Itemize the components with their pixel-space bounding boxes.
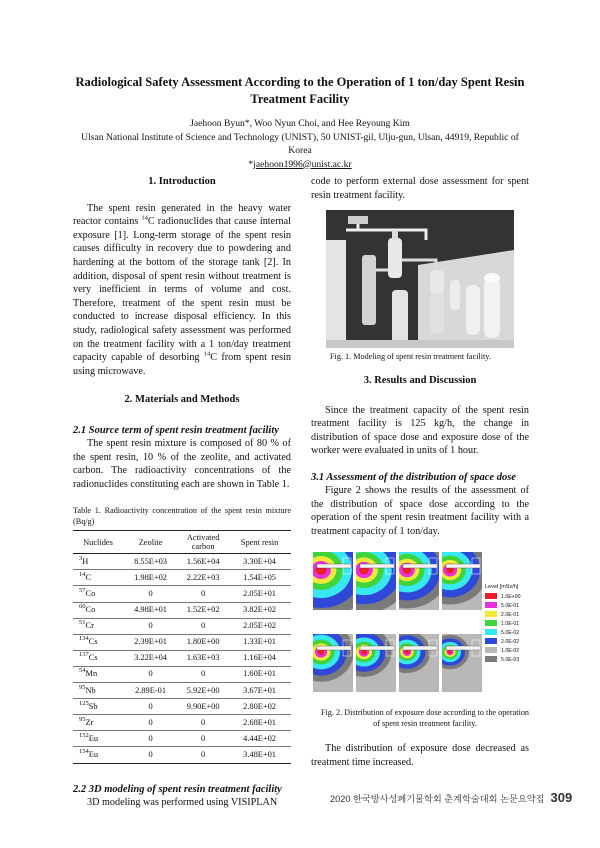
resin-cell: 1.60E+01 xyxy=(228,666,291,682)
table-row xyxy=(73,666,291,682)
legend-title: Level [mSv/h] xyxy=(485,584,519,590)
carbon-cell: 0 xyxy=(178,666,228,682)
nuclide-cell: $^{95}$Nb xyxy=(73,683,123,699)
carbon-cell: 0 xyxy=(178,731,228,747)
legend-label: 2.0E-02 xyxy=(501,639,520,645)
table-row xyxy=(73,683,291,699)
zeolite-cell: 1.98E+02 xyxy=(123,570,178,586)
table-caption: Table 1. Radioactivity concentration of the spent resin mixture (Bq/g) xyxy=(73,506,291,527)
subsection-2-1-text: The spent resin mixture is composed of 80 % of the spent resin, 10 % of the zeolite, and activated carbon. The radioactivity concentrations of the radionuclides constituting each are shown in Table 1. xyxy=(73,437,291,490)
table-header: Zeolite xyxy=(123,531,178,554)
results-heading: 3. Results and Discussion xyxy=(363,375,477,386)
table-row xyxy=(73,554,291,570)
equipment-outline xyxy=(446,646,480,650)
zeolite-cell: 2.89E-01 xyxy=(123,683,178,699)
resin-cell: 1.16E+04 xyxy=(228,650,291,666)
equipment-outline xyxy=(317,646,351,650)
subsection-2-2-text-cont: code to perform external dose assessment for spent resin treatment facility. xyxy=(311,176,529,201)
legend-label: 5.0E-02 xyxy=(501,630,520,636)
subsection-3-1: 3.1 Assessment of the distribution of space dose xyxy=(311,471,516,483)
table-header: Activated carbon xyxy=(178,531,228,554)
legend-swatch xyxy=(485,629,497,635)
resin-cell: 1.54E+05 xyxy=(228,570,291,586)
nuclide-cell: $^{14}$C xyxy=(73,570,123,586)
nuclide-cell: $^{137}$Cs xyxy=(73,650,123,666)
legend-label: 1.0E-01 xyxy=(501,621,520,627)
subsection-2-2-text: 3D modeling was performed using VISIPLAN xyxy=(87,796,278,808)
dose-distribution-maps xyxy=(311,548,529,704)
zeolite-cell: 0 xyxy=(123,731,178,747)
legend-swatch xyxy=(485,611,497,617)
legend-label: 2.0E-01 xyxy=(501,612,520,618)
nuclide-cell: $^{152}$Eu xyxy=(73,731,123,747)
legend-swatch xyxy=(485,593,497,599)
table-row xyxy=(73,747,291,763)
carbon-cell: 1.80E+00 xyxy=(178,634,228,650)
methods-heading: 2. Materials and Methods xyxy=(124,394,240,406)
intro-heading: 1. Introduction xyxy=(148,176,216,187)
table-header: Spent resin xyxy=(228,531,291,554)
dose-map-panel xyxy=(311,622,354,692)
zeolite-cell: 0 xyxy=(123,666,178,682)
nuclide-cell: $^{51}$Cr xyxy=(73,618,123,634)
nuclide-cell: $^{57}$Co xyxy=(73,586,123,602)
page-footer xyxy=(330,790,572,805)
table-header: Nuclides xyxy=(73,531,123,554)
table-row xyxy=(73,586,291,602)
legend-swatch xyxy=(485,647,497,653)
nuclide-cell: $^{134}$Cs xyxy=(73,634,123,650)
resin-cell: 2.05E+01 xyxy=(228,586,291,602)
legend-label: 5.0E-03 xyxy=(501,657,520,663)
dose-contour xyxy=(405,650,410,654)
subsection-3-1-text: Figure 2 shows the results of the assessment of the distribution of space dose according to the operation of the spent resin treatment facility with a treatment capacity of 1 ton/day. xyxy=(311,484,529,537)
closing-text: The distribution of exposure dose decreased as treatment time increased. xyxy=(311,743,529,768)
carbon-cell: 0 xyxy=(178,586,228,602)
equipment-outline xyxy=(360,564,394,568)
carbon-cell: 1.63E+03 xyxy=(178,650,228,666)
zeolite-cell: 0 xyxy=(123,618,178,634)
subsection-2-2: 2.2 3D modeling of spent resin treatment facility xyxy=(73,783,282,795)
table-row xyxy=(73,715,291,731)
subsection-2-1: 2.1 Source term of spent resin treatment facility xyxy=(73,424,279,436)
fig2-caption: Fig. 2. Distribution of exposure dose according to the operation of spent resin treatment facility. xyxy=(320,708,530,728)
legend-label: 1.0E-02 xyxy=(501,648,520,654)
equipment-outline xyxy=(446,564,480,568)
carbon-cell: 0 xyxy=(178,715,228,731)
equipment-outline xyxy=(403,564,437,568)
resin-cell: 3.67E+01 xyxy=(228,683,291,699)
resin-cell: 2.80E+02 xyxy=(228,699,291,715)
nuclide-cell: $^{95}$Zr xyxy=(73,715,123,731)
carbon-cell: 1.52E+02 xyxy=(178,602,228,618)
zeolite-cell: 3.22E+04 xyxy=(123,650,178,666)
zeolite-cell: 0 xyxy=(123,699,178,715)
carbon-cell: 1.56E+04 xyxy=(178,554,228,570)
legend-swatch xyxy=(485,638,497,644)
authors: Jaehoon Byun*, Woo Nyun Choi, and Hee Reyoung Kim xyxy=(190,118,410,129)
legend-swatch xyxy=(485,602,497,608)
zeolite-cell: 2.39E+01 xyxy=(123,634,178,650)
zeolite-cell: 0 xyxy=(123,586,178,602)
facility-model-image xyxy=(326,210,514,348)
resin-cell: 3.30E+04 xyxy=(228,554,291,570)
zeolite-cell: 4.98E+01 xyxy=(123,602,178,618)
results-text: Since the treatment capacity of the spent resin treatment facility is 125 kg/h, the change in distribution of space dose and exposure dose of the worker were evaluated in units of 1 hour. xyxy=(311,404,529,457)
author-block: Jaehoon Byun*, Woo Nyun Choi, and Hee Reyoung Kim Ulsan National Institute of Science and Technology (UNIST), 50 UNIST-gil, Ulju-gun, Ulsan, 44919, Republic of Korea *jaehoon1996@unist.ac.kr xyxy=(40,117,560,171)
carbon-cell: 0 xyxy=(178,618,228,634)
carbon-cell: 0 xyxy=(178,747,228,763)
equipment-outline xyxy=(360,646,394,650)
email-link[interactable]: jaehoon1996@unist.ac.kr xyxy=(253,158,352,170)
intro-text: The spent resin generated in the heavy water reactor contains $^{14}$C radionuclides that cause internal exposure [1]. Long-term storage of the spent resin causes difficulty in recovery due to powdering and hardening at the bottom of the storage tank [2]. In addition, disposal of spent resin without treatment is very inefficient in terms of volume and cost. Therefore, treatment of the spent resin must be conducted to increase disposal efficiency. In this study, radiological safety assessment was performed on the treatment facility with a 1 ton/day treatment capacity capable of desorbing $^{14}$C from spent resin using microwave. xyxy=(73,202,291,377)
nuclide-cell: $^{154}$Eu xyxy=(73,747,123,763)
facility-model-figure xyxy=(326,210,514,348)
nuclide-cell: $^{125}$Sb xyxy=(73,699,123,715)
resin-cell: 3.48E+01 xyxy=(228,747,291,763)
resin-cell: 1.33E+01 xyxy=(228,634,291,650)
legend-swatch xyxy=(485,656,497,662)
zeolite-cell: 8.55E+03 xyxy=(123,554,178,570)
zeolite-cell: 0 xyxy=(123,715,178,731)
resin-cell: 2.68E+01 xyxy=(228,715,291,731)
resin-cell: 2.05E+02 xyxy=(228,618,291,634)
table-row xyxy=(73,570,291,586)
legend-swatch xyxy=(485,620,497,626)
nuclide-cell: $^{60}$Co xyxy=(73,602,123,618)
resin-cell: 4.44E+02 xyxy=(228,731,291,747)
radioactivity-table xyxy=(73,530,291,763)
page-number: 309 xyxy=(550,790,573,805)
carbon-cell: 2.22E+03 xyxy=(178,570,228,586)
table-row xyxy=(73,731,291,747)
resin-cell: 3.82E+02 xyxy=(228,602,291,618)
table-row xyxy=(73,699,291,715)
dose-distribution-figure xyxy=(311,548,529,704)
paper-title: Radiological Safety Assessment According to the Operation of 1 ton/day Spent Resin Treatment Facility xyxy=(75,75,525,106)
equipment-outline xyxy=(317,564,351,568)
table-row xyxy=(73,650,291,666)
legend-label: 1.0E+00 xyxy=(501,594,521,600)
table-row xyxy=(73,602,291,618)
zeolite-cell: 0 xyxy=(123,747,178,763)
carbon-cell: 9.90E+00 xyxy=(178,699,228,715)
nuclide-cell: $^{54}$Mn xyxy=(73,666,123,682)
table-row xyxy=(73,634,291,650)
fig1-caption: Fig. 1. Modeling of spent resin treatment facility. xyxy=(330,352,491,361)
equipment-outline xyxy=(403,646,437,650)
footer-text: 2020 한국방사성폐기물학회 춘계학술대회 논문요약집 xyxy=(330,794,545,804)
dose-contour xyxy=(448,650,452,654)
nuclide-cell: $^3$H xyxy=(73,554,123,570)
carbon-cell: 5.92E+00 xyxy=(178,683,228,699)
table-row xyxy=(73,618,291,634)
legend-label: 5.0E-01 xyxy=(501,603,520,609)
affiliation: Ulsan National Institute of Science and Technology (UNIST), 50 UNIST-gil, Ulju-gun, Ulsan, 44919, Republic of Korea xyxy=(81,131,519,156)
